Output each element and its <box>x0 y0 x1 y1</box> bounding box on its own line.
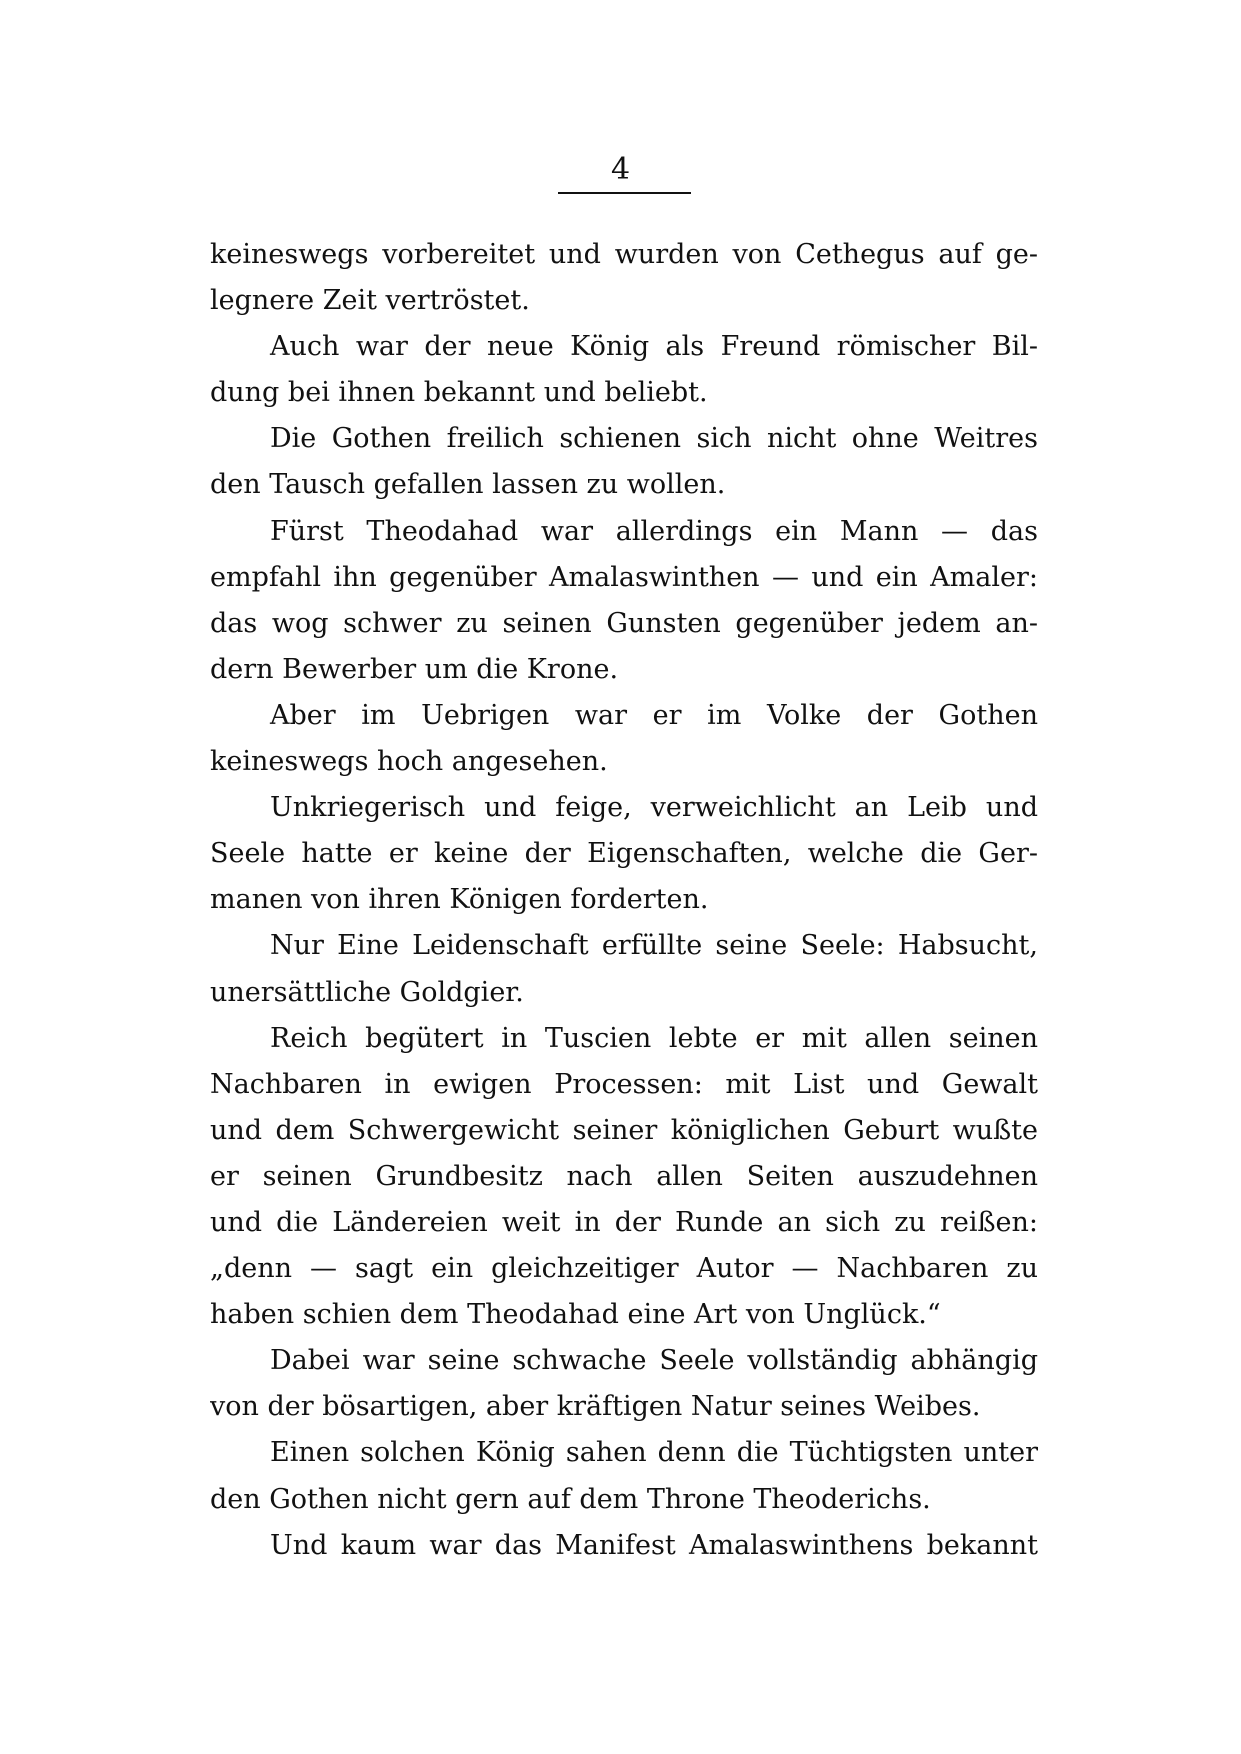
text-line: dung bei ihnen bekannt und beliebt. <box>210 377 708 409</box>
text-line: Unkriegerisch und feige, verweichlicht an Leib und <box>270 792 1038 824</box>
text-line: keineswegs vorbereitet und wurden von Cethegus auf ge- <box>210 239 1038 270</box>
text-line: empfahl ihn gegenüber Amalaswinthen — und ein Amaler: <box>210 561 1038 593</box>
text-line: „denn — sagt ein gleichzeitiger Autor — Nachbaren zu <box>210 1253 1038 1285</box>
text-line: Seele hatte er keine der Eigenschaften, welche die Ger- <box>210 838 1038 870</box>
text-line: Dabei war seine schwache Seele vollständig abhängig <box>270 1345 1038 1377</box>
body-text <box>210 232 1038 1569</box>
text-line: das wog schwer zu seinen Gunsten gegenüber jedem an- <box>210 607 1038 639</box>
text-line: Nur Eine Leidenschaft erfüllte seine Seele: Habsucht, <box>270 930 1038 962</box>
text-line: legnere Zeit vertröstet. <box>210 285 530 317</box>
text-line: den Gothen nicht gern auf dem Throne Theoderichs. <box>210 1483 931 1515</box>
text-line: Reich begütert in Tuscien lebte er mit allen seinen <box>270 1022 1038 1054</box>
text-line: Auch war der neue König als Freund römischer Bil- <box>270 331 1038 363</box>
text-line: Aber im Uebrigen war er im Volke der Gothen <box>270 699 1038 731</box>
text-line: Fürst Theodahad war allerdings ein Mann — das <box>270 515 1038 547</box>
text-line: Die Gothen freilich schienen sich nicht ohne Weitres <box>270 423 1038 455</box>
text-line: unersättliche Goldgier. <box>210 976 524 1008</box>
text-line: haben schien dem Theodahad eine Art von Unglück.“ <box>210 1299 941 1331</box>
text-line: den Tausch gefallen lassen zu wollen. <box>210 469 726 501</box>
header-rule <box>558 192 691 194</box>
text-line: Nachbaren in ewigen Processen: mit List und Gewalt <box>210 1068 1038 1100</box>
text-line: von der bösartigen, aber kräftigen Natur seines Weibes. <box>210 1391 981 1423</box>
text-line: Einen solchen König sahen denn die Tüchtigsten unter <box>270 1437 1038 1469</box>
text-line: dern Bewerber um die Krone. <box>210 653 619 685</box>
text-line: und dem Schwergewicht seiner königlichen Geburt wußte <box>210 1114 1038 1146</box>
text-line: keineswegs hoch angesehen. <box>210 746 608 778</box>
text-line: er seinen Grundbesitz nach allen Seiten auszudehnen <box>210 1160 1038 1192</box>
text-line: manen von ihren Königen forderten. <box>210 884 709 916</box>
text-line: und die Ländereien weit in der Runde an sich zu reißen: <box>210 1206 1038 1238</box>
page-number: 4 <box>610 152 631 187</box>
text-line: Und kaum war das Manifest Amalaswinthens bekannt <box>270 1529 1038 1561</box>
